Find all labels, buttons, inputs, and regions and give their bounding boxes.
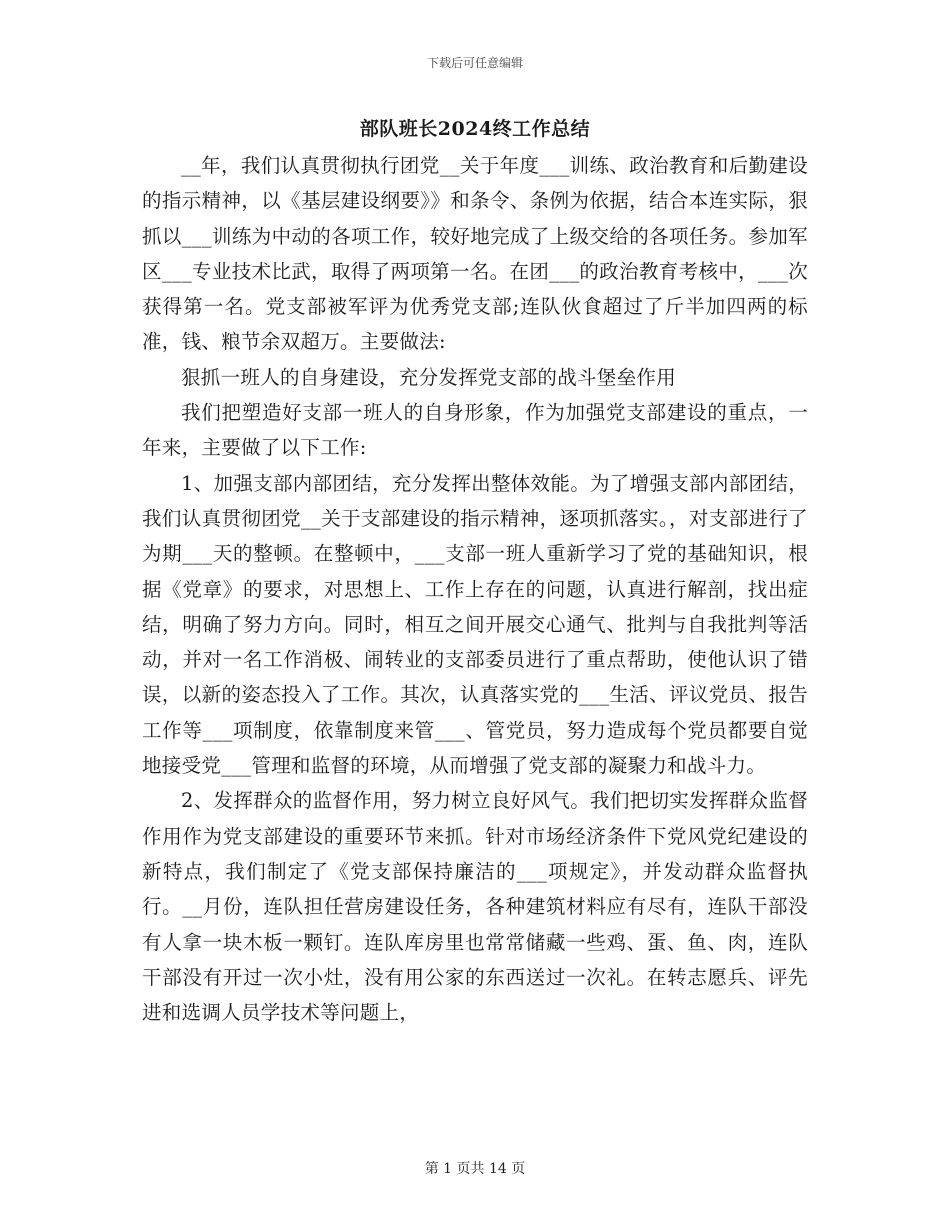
paragraph-lead: 我们把塑造好支部一班人的自身形象，作为加强党支部建设的重点，一年来，主要做了以下工作:: [142, 401, 808, 460]
paragraph-intro: __年，我们认真贯彻执行团党__关于年度___训练、政治教育和后勤建设的指示精神，以《基层建设纲要》》和条令、条例为依据，结合本连实际，狠抓以___训练为中动的各项工作，较好地完成了上级交给的各项任务。参加军区___专业技术比武，取得了两项第一名。在团___的政治教育考核中，___次获得第一名。党支部被军评为优秀党支部;连队伙食超过了斤半加四两的标准，钱、粮节余双超万。主要做法:: [142, 154, 808, 354]
page-number: 第 1 页共 14 页: [424, 1161, 526, 1177]
document-title: 部队班长2024终工作总结: [359, 118, 591, 140]
document-body: [142, 148, 808, 1030]
paragraph-heading: 狠抓一班人的自身建设，充分发挥党支部的战斗堡垒作用: [181, 365, 677, 389]
header-note: 下载后可任意编辑: [426, 56, 523, 70]
paragraph-item-1: 1、加强支部内部团结，充分发挥出整体效能。为了增强支部内部团结，我们认真贯彻团党__关于支部建设的指示精神，逐项抓落实。，对支部进行了为期___天的整顿。在整顿中，___支部一班人重新学习了党的基础知识，根据《党章》的要求，对思想上、工作上存在的问题，认真进行解剖，找出症结，明确了努力方向。同时，相互之间开展交心通气、批判与自我批判等活动，并对一名工作消极、闹转业的支部委员进行了重点帮助，使他认识了错误，以新的姿态投入了工作。其次，认真落实党的___生活、评议党员、报告工作等___项制度，依靠制度来管___、管党员，努力造成每个党员都要自觉地接受党___管理和监督的环境，从而增强了党支部的凝聚力和战斗力。: [142, 471, 808, 778]
paragraph-item-2: 2、发挥群众的监督作用，努力树立良好风气。我们把切实发挥群众监督作用作为党支部建设的重要环节来抓。针对市场经济条件下党风党纪建设的新特点，我们制定了《党支部保持廉洁的___项规定》，并发动群众监督执行。__月份，连队担任营房建设任务，各种建筑材料应有尽有，连队干部没有人拿一块木板一颗钉。连队库房里也常常储藏一些鸡、蛋、鱼、肉，连队干部没有开过一次小灶，没有用公家的东西送过一次礼。在转志愿兵、评先进和选调人员学技术等问题上，: [142, 789, 808, 1025]
